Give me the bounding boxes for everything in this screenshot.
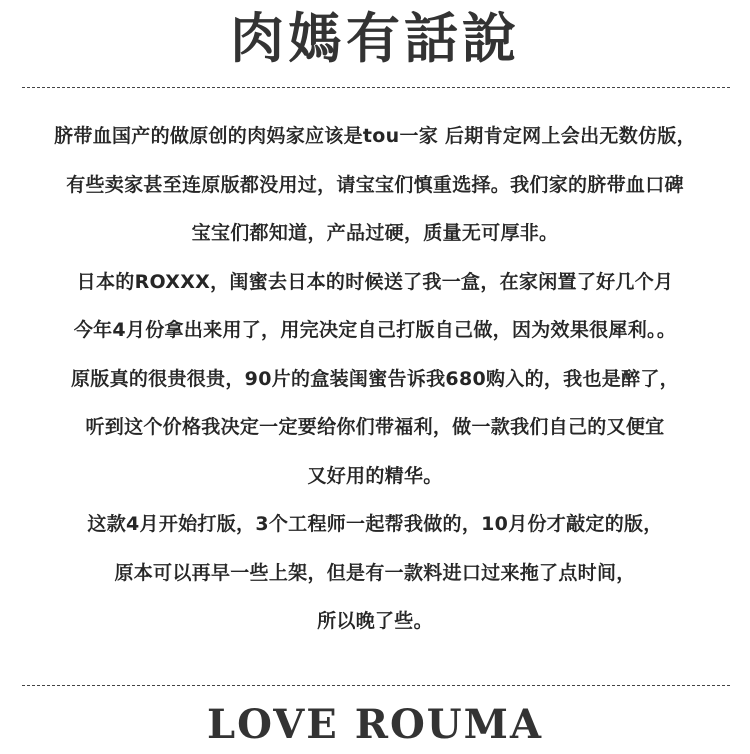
message-line: 日本的ROXXX，闺蜜去日本的时候送了我一盒，在家闲置了好几个月 (76, 270, 674, 293)
page-title: 肉媽有話說 (230, 7, 520, 70)
message-body (0, 112, 750, 646)
message-line: 听到这个价格我决定一定要给你们带福利，做一款我们自己的又便宜 (85, 416, 665, 438)
message-line: 原版真的很贵很贵，90片的盒装闺蜜告诉我680购入的，我也是醉了， (70, 367, 679, 390)
message-line: 今年4月份拿出来用了，用完决定自己打版自己做，因为效果很犀利。。 (73, 319, 677, 341)
top-divider (22, 87, 730, 88)
message-line: 所以晚了些。 (317, 610, 433, 632)
message-line: 宝宝们都知道，产品过硬，质量无可厚非。 (191, 222, 559, 244)
brand-name: LOVE ROUMA (207, 701, 543, 748)
message-line: 又好用的精华。 (307, 464, 443, 487)
message-line: 原本可以再早一些上架，但是有一款料进口过来拖了点时间， (114, 561, 636, 584)
message-line: 有些卖家甚至连原版都没用过，请宝宝们慎重选择。我们家的脐带血口碑 (66, 173, 684, 196)
message-line: 脐带血国产的做原创的肉妈家应该是tou一家 后期肯定网上会出无数仿版， (54, 125, 696, 147)
bottom-divider (22, 685, 730, 686)
message-line: 这款4月开始打版，3个工程师一起帮我做的，10月份才敲定的版， (87, 513, 663, 535)
